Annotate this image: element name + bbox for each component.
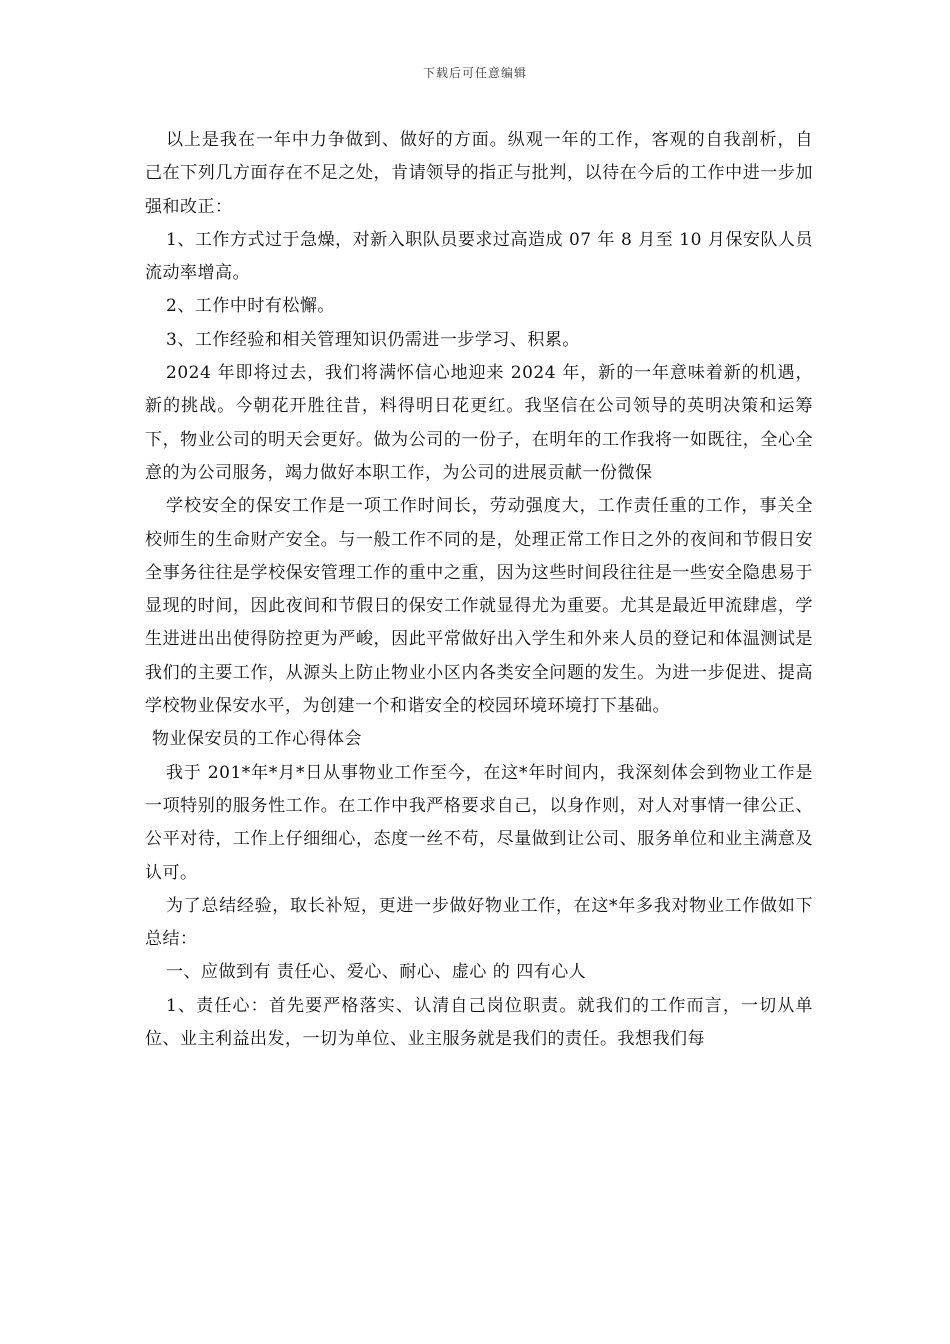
- paragraph-summary-intro: 为了总结经验，取长补短，更进一步做好物业工作，在这*年多我对物业工作做如下总结：: [145, 895, 813, 950]
- document-body: [145, 124, 813, 1056]
- list-item-shortcoming-1: 1、工作方式过于急燥，对新入职队员要求过高造成 07 年 8 月至 10 月保安队人员流动率增高。: [145, 229, 813, 284]
- paragraph-work-experience: 我于 201*年*月*日从事物业工作至今，在这*年时间内，我深刻体会到物业工作是一项特别的服务性工作。在工作中我严格要求自己，以身作则，对人对事情一律公正、公平对待，工作上仔细细心，态度一丝不苟，尽量做到让公司、服务单位和业主满意及认可。: [145, 762, 813, 883]
- paragraph-school-security: 学校安全的保安工作是一项工作时间长，劳动强度大，工作责任重的工作，事关全校师生的生命财产安全。与一般工作不同的是，处理正常工作日之外的夜间和节假日安全事务往往是学校保安管理工作的重中之重，因为这些时间段往往是一些安全隐患易于显现的时间，因此夜间和节假日的保安工作就显得尤为重要。尤其是最近甲流肆虐，学生进进出出使得防控更为严峻，因此平常做好出入学生和外来人员的登记和体温测试是我们的主要工作，从源头上防止物业小区内各类安全问题的发生。为进一步促进、提高学校物业保安水平，为创建一个和谐安全的校园环境环境打下基础。: [145, 496, 813, 717]
- paragraph-four-hearts: 一、应做到有 责任心、爱心、耐心、虚心 的 四有心人: [166, 962, 587, 983]
- list-item-shortcoming-3: 3、工作经验和相关管理知识仍需进一步学习、积累。: [166, 329, 580, 350]
- page-header: 下载后可任意编辑: [422, 66, 527, 80]
- paragraph-new-year-outlook: 2024 年即将过去，我们将满怀信心地迎来 2024 年，新的一年意味着新的机遇，新的挑战。今朝花开胜往昔，料得明日花更红。我坚信在公司领导的英明决策和运筹下，物业公司的明天会更好。做为公司的一份子，在明年的工作我将一如既往，全心全意的为公司服务，竭力做好本职工作，为公司的进展贡献一份微保: [145, 363, 813, 483]
- section-heading: 物业保安员的工作心得体会: [152, 729, 362, 750]
- list-item-shortcoming-2: 2、工作中时有松懈。: [166, 296, 335, 317]
- paragraph-self-assessment: 以上是我在一年中力争做到、做好的方面。纵观一年的工作，客观的自我剖析，自己在下列几方面存在不足之处，肯请领导的指正与批判，以待在今后的工作中进一步加强和改正：: [145, 130, 813, 217]
- paragraph-responsibility: 1、责任心：首先要严格落实、认清自己岗位职责。就我们的工作而言，一切从单位、业主利益出发，一切为单位、业主服务就是我们的责任。我想我们每: [145, 995, 813, 1050]
